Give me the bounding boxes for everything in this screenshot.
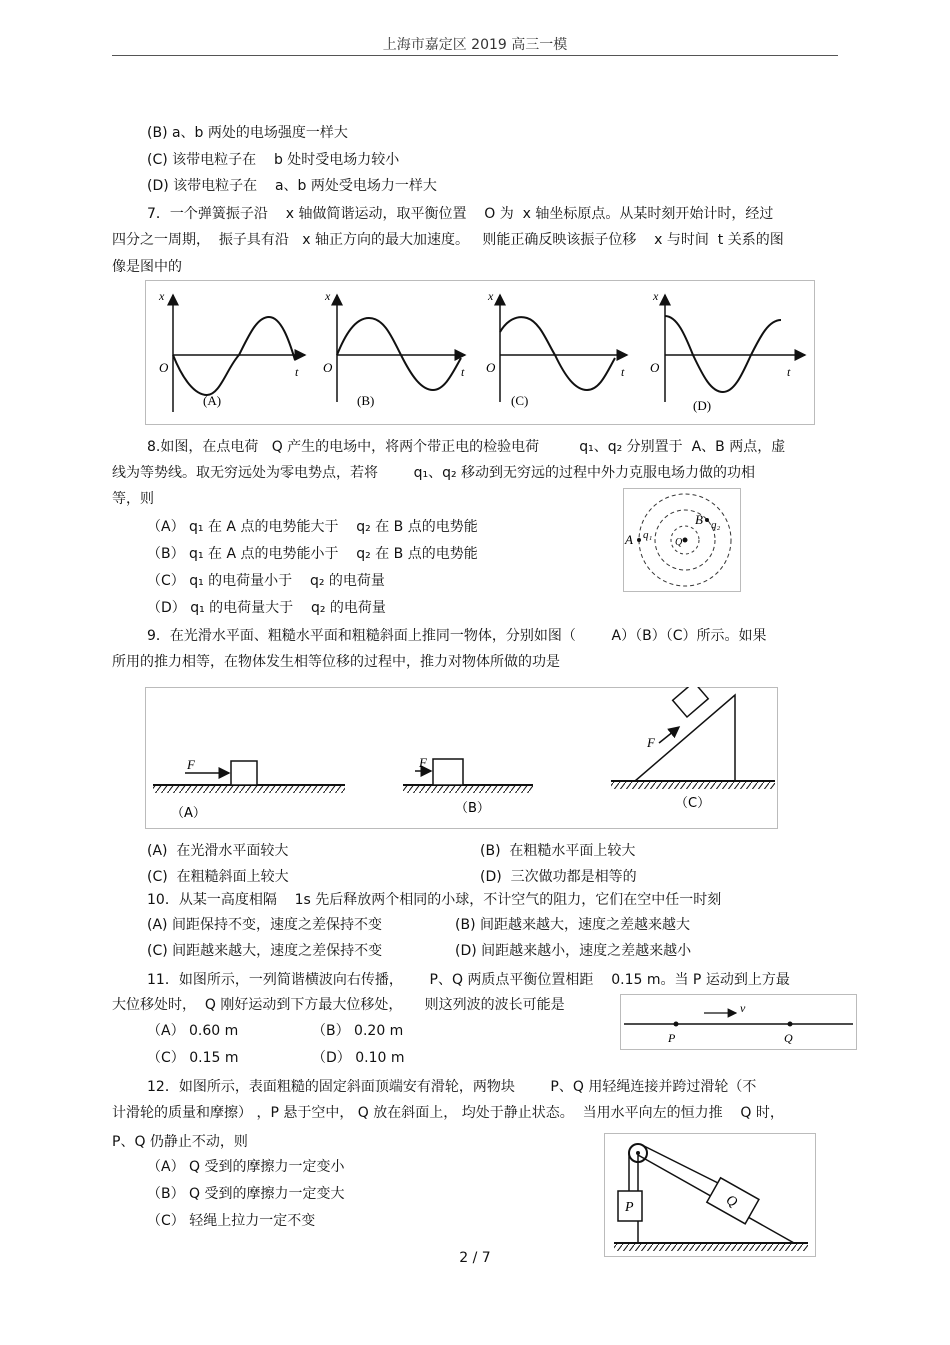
q7-graph-d xyxy=(650,289,805,413)
charge-q-label: Q xyxy=(675,537,683,548)
q7-graph-c xyxy=(486,289,627,408)
q12-stem-2: 计滑轮的质量和摩擦） ，P 悬于空中， Q 放在斜面上， 均处于静止状态。 当用水平向左的恒力推 Q 时， xyxy=(112,1105,784,1121)
q8-stem-1: 8.如图，在点电荷 Q 产生的电场中，将两个带正电的检验电荷 q₁、q₂ 分别置于 A、B 两点，虚 xyxy=(147,439,786,455)
page-header: 上海市嘉定区 2019 高三一模 xyxy=(382,37,568,53)
q12-option-a: （A） Q 受到的摩擦力一定变小 xyxy=(147,1159,345,1175)
axis-x-label-b: x xyxy=(325,289,331,303)
axis-x-label-a: x xyxy=(159,289,165,303)
point-p-label: P xyxy=(668,1031,676,1045)
page-number: 2 / 7 xyxy=(459,1250,491,1266)
q1-label: q₁ xyxy=(643,529,653,541)
q7-stem-1: 7．一个弹簧振子沿 x 轴做简谐运动，取平衡位置 O 为 x 轴坐标原点。从某时刻开始计时，经过 xyxy=(147,206,774,222)
panel-label-d: (D) xyxy=(693,398,712,413)
q11-stem-2: 大位移处时， Q 刚好运动到下方最大位移处， 则这列波的波长可能是 xyxy=(112,997,565,1013)
q9-stem-2: 所用的推力相等，在物体发生相等位移的过程中，推力对物体所做的功是 xyxy=(112,654,560,670)
panel-label-a: (A) xyxy=(203,393,222,408)
q10-option-b: (B) 间距越来越大，速度之差越来越大 xyxy=(455,917,690,933)
origin-label-a: O xyxy=(159,360,169,375)
point-q-label: Q xyxy=(784,1031,793,1045)
q6-option-b: (B) a、b 两处的电场强度一样大 xyxy=(147,125,348,141)
q9-scene-a xyxy=(153,757,345,821)
q8-option-d: （D） q₁ 的电荷量大于 q₂ 的电荷量 xyxy=(147,600,386,616)
force-label-b: F xyxy=(419,755,427,770)
block-p-label: P xyxy=(625,1200,634,1215)
q8-option-c: （C） q₁ 的电荷量小于 q₂ 的电荷量 xyxy=(147,573,385,589)
q11-option-c: （C） 0.15 m xyxy=(147,1050,239,1066)
q12-stem-3: P、Q 仍静止不动，则 xyxy=(112,1134,248,1150)
point-a-label: A xyxy=(625,532,633,547)
q9-option-c: (C) 在粗糙斜面上较大 xyxy=(147,869,289,885)
q8-option-b: （B） q₁ 在 A 点的电势能小于 q₂ 在 B 点的电势能 xyxy=(147,546,478,562)
q10-option-d: (D) 间距越来越小，速度之差越来越小 xyxy=(455,943,692,959)
q7-figure xyxy=(145,280,815,425)
panel-label-a: （A） xyxy=(171,806,206,821)
q10-option-c: (C) 间距越来越大，速度之差保持不变 xyxy=(147,943,383,959)
q8-figure xyxy=(623,488,741,592)
axis-t-label-b: t xyxy=(461,365,465,379)
q11-stem-1: 11．如图所示，一列简谐横波向右传播， P、Q 两质点平衡位置相距 0.15 m。当 P 运动到上方最 xyxy=(147,972,790,988)
q8-stem-3: 等，则 xyxy=(112,491,154,507)
q9-stem-1: 9．在光滑水平面、粗糙水平面和粗糙斜面上推同一物体，分别如图（ A）（B）（C）所示。如果 xyxy=(147,628,767,644)
origin-label-c: O xyxy=(486,360,496,375)
axis-t-label-a: t xyxy=(295,365,299,379)
axis-x-label-c: x xyxy=(488,289,494,303)
q12-figure xyxy=(604,1133,816,1257)
q9-scene-c xyxy=(611,687,775,811)
q9-option-d: (D) 三次做功都是相等的 xyxy=(480,869,637,885)
axis-t-label-c: t xyxy=(621,365,625,379)
panel-label-c: (C) xyxy=(511,393,529,408)
q9-option-b: (B) 在粗糙水平面上较大 xyxy=(480,843,636,859)
panel-label-c: （C） xyxy=(675,796,711,811)
q2-label: q₂ xyxy=(711,519,721,531)
point-b-label: B xyxy=(695,512,703,527)
q11-figure xyxy=(620,994,857,1050)
q9-scene-b xyxy=(403,755,533,816)
q6-option-d: (D) 该带电粒子在 a、b 两处受电场力一样大 xyxy=(147,178,437,194)
q7-graph-b xyxy=(323,289,465,408)
q11-option-a: （A） 0.60 m xyxy=(147,1023,239,1039)
q7-stem-3: 像是图中的 xyxy=(112,259,182,275)
q11-option-b: （B） 0.20 m xyxy=(312,1023,404,1039)
q12-option-c: （C） 轻绳上拉力一定不变 xyxy=(147,1213,316,1229)
origin-label-d: O xyxy=(650,360,660,375)
q8-stem-2: 线为等势线。取无穷远处为零电势点，若将 q₁、q₂ 移动到无穷远的过程中外力克服电场力做的功相 xyxy=(112,465,756,481)
header-rule xyxy=(112,55,838,56)
force-label-a: F xyxy=(187,757,195,772)
q8-option-a: （A） q₁ 在 A 点的电势能大于 q₂ 在 B 点的电势能 xyxy=(147,519,478,535)
q12-option-b: （B） Q 受到的摩擦力一定变大 xyxy=(147,1186,345,1202)
q7-stem-2: 四分之一周期， 振子具有沿 x 轴正方向的最大加速度。 则能正确反映该振子位移 x 与时间 t 关系的图 xyxy=(112,232,784,248)
axis-x-label-d: x xyxy=(653,289,659,303)
block-q-label: Q xyxy=(723,1192,740,1211)
q6-option-c: (C) 该带电粒子在 b 处时受电场力较小 xyxy=(147,152,400,168)
origin-label-b: O xyxy=(323,360,333,375)
q12-stem-1: 12．如图所示，表面粗糙的固定斜面顶端安有滑轮，两物块 P、Q 用轻绳连接并跨过滑轮（不 xyxy=(147,1079,757,1095)
q7-graph-a xyxy=(158,289,305,412)
force-label-c: F xyxy=(647,735,655,750)
panel-label-b: （B） xyxy=(455,801,490,816)
q9-option-a: (A) 在光滑水平面较大 xyxy=(147,843,289,859)
q9-figure xyxy=(145,687,778,829)
q10-stem: 10．从某一高度相隔 1s 先后释放两个相同的小球，不计空气的阻力，它们在空中任一时刻 xyxy=(147,892,722,908)
q10-option-a: (A) 间距保持不变，速度之差保持不变 xyxy=(147,917,382,933)
panel-label-b: (B) xyxy=(357,393,375,408)
axis-t-label-d: t xyxy=(787,365,791,379)
q11-option-d: （D） 0.10 m xyxy=(312,1050,405,1066)
velocity-label: v xyxy=(740,1001,746,1015)
